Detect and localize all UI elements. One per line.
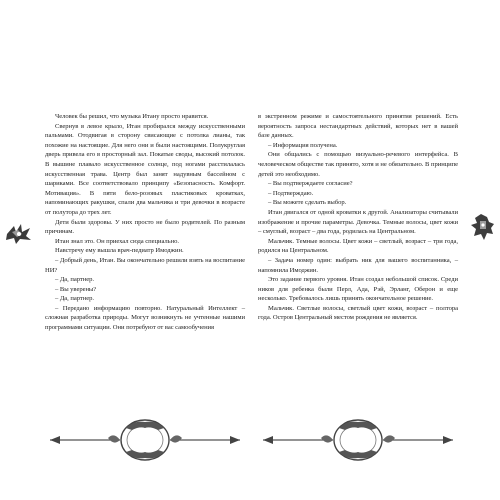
paragraph: – Да, партнер. (55, 276, 94, 284)
left-page (45, 112, 245, 482)
paragraph: – Вы уверены? (55, 285, 97, 293)
paragraph: Они общались с помощью визуально-речевого интерфейса. В человеческом обществе так принято, хотя и не обязательно. В принципе детей это необходимо. (258, 151, 458, 178)
left-page-text (45, 112, 245, 333)
paragraph: Мальчик. Темные волосы. Цвет кожи – светлый, возраст – три года, родился на Центральном. (258, 237, 458, 255)
paragraph: – Передано информацию повторно. Натуральный Интеллект – сложная разработка природы. Могут возникнуть не учтенные нашими программами ситуации. Они потребуют от вас самообучения (45, 304, 245, 332)
paragraph: Человек бы решил, что музыка Итану просто нравится. (55, 113, 209, 120)
paragraph: Свернув в левое крыло, Итан пробирался между искусственными пальмами. Отодвигая в сторону свисающие с потолка лианы, так похожие на настоящие. Для него они и были настоящими. Полукруглая дверь привела его в просторный зал. Покатые своды, высокий потолок. В вышине плавало искусственное солнце, под ногами расстилалась искусственная трава. Центр был занят надувным бассейном с шариками. Все соответствовало принципу «Безопасность. Комфорт. Мотивация». В пяти бело-розовых пластиковых кроватках, напоминающих ракушки, спали два мальчика и три девочки в возрасте от полутора до трех лет. (45, 122, 245, 216)
paragraph: в экстренном режиме и самостоятельного принятия решений. Есть вероятность запроса нестандартных действий, которых нет в вашей базе данных. (258, 113, 458, 140)
right-page-text (258, 112, 458, 323)
right-page (258, 112, 458, 482)
paragraph: Дети были здоровы. У них просто не было родителей. По разным причинам. (45, 218, 245, 236)
paragraph: Это задание первого уровня. Итан создал небольшой список. Среди ников для ребенка были Перл, Ада, Рэй, Эрланг, Оберон и еще несколько. Требовалось лишь принять окончательное решение. (258, 276, 458, 303)
paragraph: Навстречу ему вышла врач-педиатр Имоджин. (55, 247, 184, 255)
paragraph: Итан знал это. Он приехал сюда специально. (55, 237, 179, 245)
paragraph: Итан двигался от одной кроватки к другой. Анализаторы считывали изображение и прочие параметры. Девочка. Темные волосы, цвет кожи – смуглый, возраст – два года, родилась на Центральном. (258, 208, 458, 236)
page-ornament-icon (263, 418, 453, 462)
page-ornament-icon (50, 418, 240, 462)
paragraph: – Информация получена. (268, 141, 338, 149)
paragraph: Мальчик. Светлые волосы, светлый цвет кожи, возраст – полтора года. Остров Центральный местом рождения не является. (258, 304, 458, 322)
robot-figure-icon (469, 212, 497, 242)
paragraph: – Добрый день, Итан. Вы окончательно решили взять на воспитание НИ? (45, 256, 245, 274)
paragraph: – Задача номер один: выбрать ник для вашего воспитанника, – напомнила Имоджин. (258, 256, 458, 274)
winged-ornament-icon (4, 220, 34, 246)
paragraph: – Да, партнер. (55, 295, 94, 303)
paragraph: – Вы можете сделать выбор. (268, 199, 347, 207)
paragraph: – Подтверждаю. (268, 189, 314, 197)
paragraph: – Вы подтверждаете согласие? (268, 180, 353, 188)
